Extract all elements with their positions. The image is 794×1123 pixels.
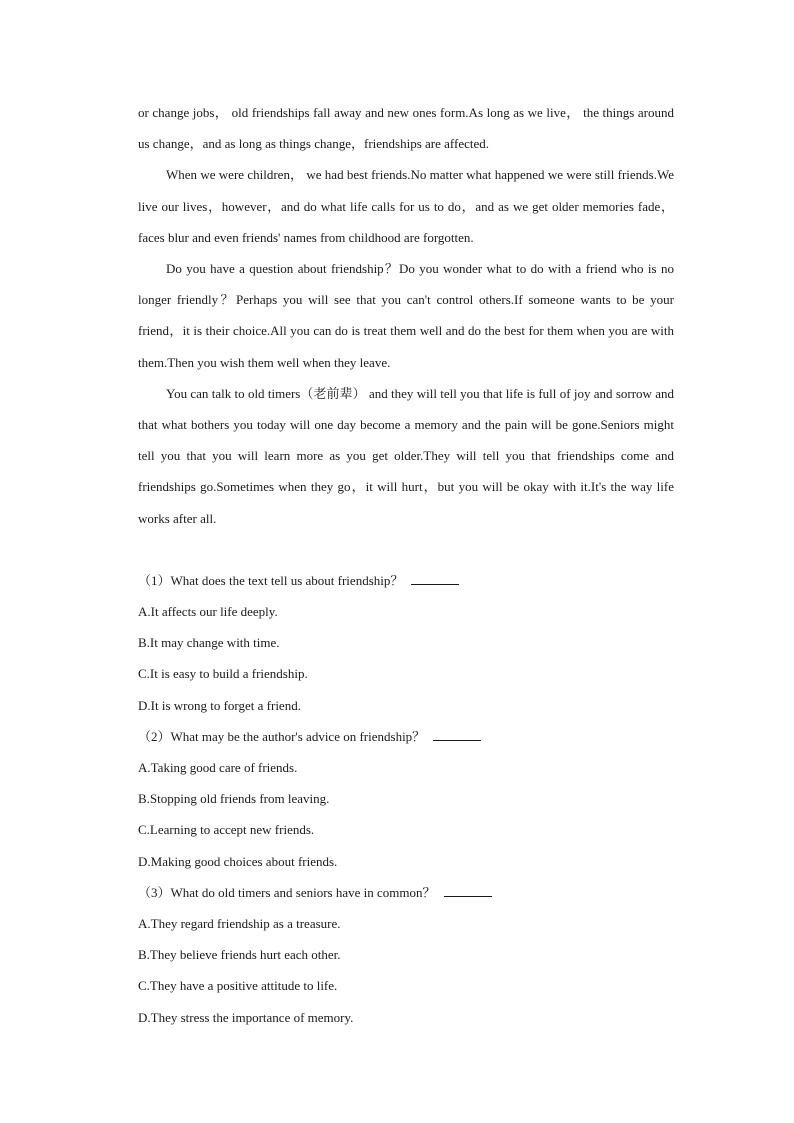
answer-option: A.They regard friendship as a treasure. [138,916,341,932]
answer-option: C.They have a positive attitude to life. [138,978,338,994]
answer-option: B.It may change with time. [138,635,280,651]
question-list [138,565,674,1033]
answer-blank[interactable] [433,728,481,741]
passage-paragraph: You can talk to old timers（老前辈） and they will tell you that life is full of joy and sorrow and that what bothers you today will one day become a memory and the pain will be gone.Seniors might tell you that you will learn more as you get older.They will tell you that friendships come and friendships go.Sometimes when they go，it will hurt，but you will be okay with it.It's the way life works after all. [138,385,674,526]
answer-option: A.It affects our life deeply. [138,604,278,620]
document-page [138,97,674,1033]
passage-paragraph: When we were children， we had best friends.No matter what happened we were still friends.We live our lives，however，and do what life calls for us to do，and as we get older memories fade，faces blur and even friends' names from childhood are forgotten. [138,167,674,245]
answer-option: D.They stress the importance of memory. [138,1009,354,1025]
passage-paragraph: Do you have a question about friendship？Do you wonder what to do with a friend who is no longer friendly？Perhaps you will see that you can't control others.If someone wants to be your friend，it is their choice.All you can do is treat them well and do the best for them when you are with them.Then you wish them well when they leave. [138,261,674,370]
question-text: （1）What does the text tell us about friendship？ [138,572,404,588]
answer-option: A.Taking good care of friends. [138,760,298,776]
question-prompt [138,877,674,908]
question-text: （2）What may be the author's advice on friendship？ [138,728,426,744]
passage [138,97,674,534]
answer-option: B.Stopping old friends from leaving. [138,791,330,807]
question-block [138,877,674,1033]
question-block [138,565,674,721]
answer-option: D.It is wrong to forget a friend. [138,697,301,713]
passage-paragraph: or change jobs， old friendships fall away and new ones form.As long as we live， the things around us change，and as long as things change，friendships are affected. [138,105,674,152]
answer-option: B.They believe friends hurt each other. [138,947,341,963]
answer-option: C.It is easy to build a friendship. [138,666,308,682]
answer-blank[interactable] [411,572,459,585]
question-block [138,721,674,877]
question-prompt [138,565,674,596]
answer-option: D.Making good choices about friends. [138,853,338,869]
question-prompt [138,721,674,752]
answer-blank[interactable] [444,884,492,897]
answer-option: C.Learning to accept new friends. [138,822,315,838]
section-gap [138,534,674,565]
question-text: （3）What do old timers and seniors have in common？ [138,884,436,900]
